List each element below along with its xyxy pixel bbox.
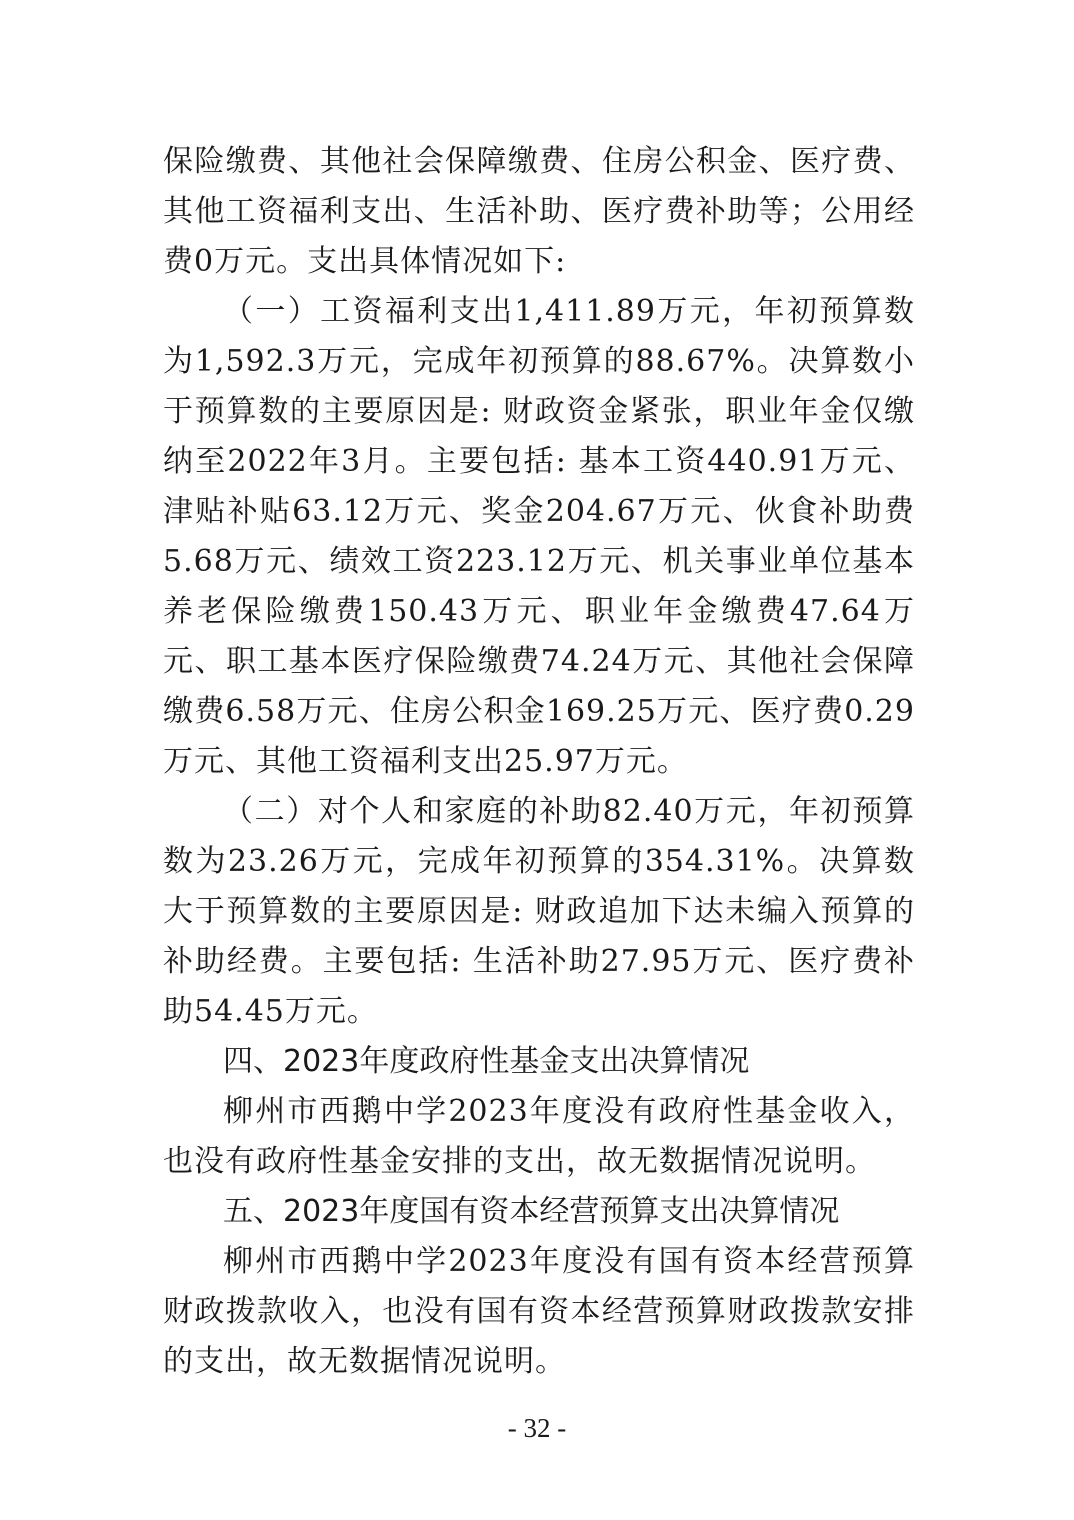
section-heading-state-capital: 五、2023年度国有资本经营预算支出决算情况 (223, 1194, 840, 1229)
page-number: - 32 - (507, 1413, 567, 1443)
paragraph-expense-summary: 保险缴费、其他社会保障缴费、住房公积金、医疗费、其他工资福利支出、生活补助、医疗费补助等；公用经费0万元。支出具体情况如下: (163, 144, 915, 279)
paragraph-salary-welfare: （一）工资福利支出1,411.89万元，年初预算数为1,592.3万元，完成年初预算的88.67%。决算数小于预算数的主要原因是: 财政资金紧张，职业年金仅缴纳至2022年3月。主要包括: 基本工资440.91万元、津贴补贴63.12万元、奖金204.67万元、伙食补助费5.68万元、绩效工资223.12万元、机关事业单位基本养老保险缴费150.43万元、职业年金缴费47.64万元、职工基本医疗保险缴费74.24万元、其他社会保障缴费6.58万元、住房公积金169.25万元、医疗费0.29万元、其他工资福利支出25.97万元。 (163, 294, 915, 779)
paragraph-government-fund: 柳州市西鹅中学2023年度没有政府性基金收入，也没有政府性基金安排的支出，故无数据情况说明。 (163, 1094, 915, 1179)
section-heading-government-fund: 四、2023年度政府性基金支出决算情况 (223, 1044, 750, 1079)
paragraph-state-capital: 柳州市西鹅中学2023年度没有国有资本经营预算财政拨款收入，也没有国有资本经营预算财政拨款安排的支出，故无数据情况说明。 (163, 1244, 915, 1379)
body-text (163, 137, 915, 1387)
paragraph-family-subsidy: （二）对个人和家庭的补助82.40万元，年初预算数为23.26万元，完成年初预算的354.31%。决算数大于预算数的主要原因是: 财政追加下达未编入预算的补助经费。主要包括: 生活补助27.95万元、医疗费补助54.45万元。 (163, 794, 915, 1029)
